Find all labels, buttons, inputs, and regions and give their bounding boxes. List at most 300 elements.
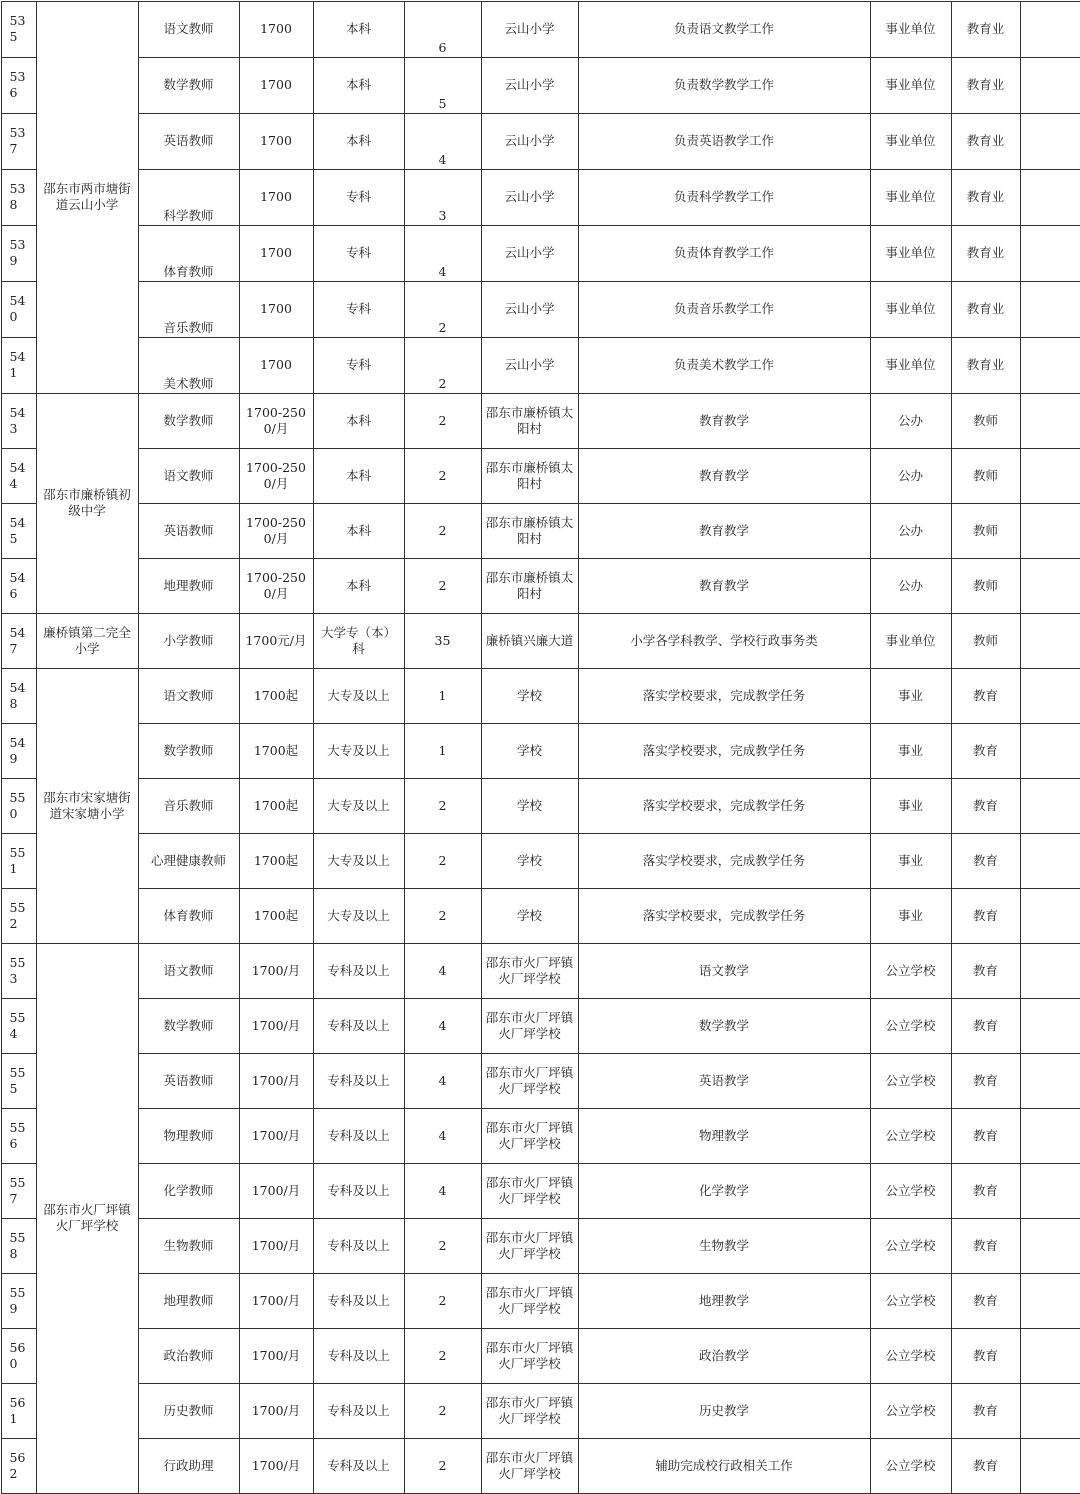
table-row: [1, 1108, 1080, 1163]
unit-nature: 事业单位: [870, 225, 951, 281]
unit-nature: 事业: [870, 723, 951, 778]
education-requirement: 专科及以上: [313, 1383, 404, 1438]
education-requirement: 大专及以上: [313, 888, 404, 943]
work-address: 邵东市火厂坪镇火厂坪学校: [481, 1163, 578, 1218]
industry: 教育: [951, 778, 1020, 833]
job-description: 落实学校要求，完成教学任务: [578, 723, 870, 778]
position-name: 英语教师: [138, 113, 239, 169]
remarks-cell: [1020, 1383, 1080, 1438]
table-row: [1, 558, 1080, 613]
row-number: 557: [1, 1163, 36, 1218]
position-name: 心理健康教师: [138, 833, 239, 888]
industry: 教育: [951, 723, 1020, 778]
table-row: [1, 1438, 1080, 1493]
remarks-cell: [1020, 1273, 1080, 1328]
job-description: 负责科学教学工作: [578, 169, 870, 225]
hiring-count: 4: [404, 1053, 481, 1108]
row-number: 548: [1, 668, 36, 723]
row-number: 562: [1, 1438, 36, 1493]
table-row: [1, 613, 1080, 668]
unit-nature: 公办: [870, 503, 951, 558]
education-requirement: 本科: [313, 448, 404, 503]
industry: 教育: [951, 1328, 1020, 1383]
row-number: 540: [1, 281, 36, 337]
salary: 1700起: [239, 833, 313, 888]
education-requirement: 专科及以上: [313, 1218, 404, 1273]
job-description: 负责语文教学工作: [578, 1, 870, 57]
hiring-count: 2: [404, 1218, 481, 1273]
hiring-count: 2: [404, 833, 481, 888]
remarks-cell: [1020, 393, 1080, 448]
position-name: 地理教师: [138, 558, 239, 613]
table-row: [1, 998, 1080, 1053]
remarks-cell: [1020, 337, 1080, 393]
job-description: 落实学校要求，完成教学任务: [578, 888, 870, 943]
work-address: 学校: [481, 888, 578, 943]
hiring-count: 2: [404, 558, 481, 613]
work-address: 云山小学: [481, 225, 578, 281]
position-name: 生物教师: [138, 1218, 239, 1273]
education-requirement: 本科: [313, 393, 404, 448]
industry: 教育业: [951, 57, 1020, 113]
industry: 教育: [951, 1273, 1020, 1328]
unit-nature: 公立学校: [870, 1163, 951, 1218]
job-description: 数学教学: [578, 998, 870, 1053]
education-requirement: 大学专（本）科: [313, 613, 404, 668]
row-number: 559: [1, 1273, 36, 1328]
unit-nature: 事业单位: [870, 113, 951, 169]
industry: 教育业: [951, 225, 1020, 281]
education-requirement: 专科: [313, 225, 404, 281]
position-name: 英语教师: [138, 503, 239, 558]
table-row: [1, 393, 1080, 448]
table-row: [1, 57, 1080, 113]
row-number: 561: [1, 1383, 36, 1438]
remarks-cell: [1020, 503, 1080, 558]
hiring-count: 4: [404, 998, 481, 1053]
education-requirement: 专科及以上: [313, 1163, 404, 1218]
salary: 1700: [239, 169, 313, 225]
work-address: 廉桥镇兴廉大道: [481, 613, 578, 668]
work-address: 学校: [481, 833, 578, 888]
hiring-count: 2: [404, 1273, 481, 1328]
job-description: 生物教学: [578, 1218, 870, 1273]
hiring-count: 35: [404, 613, 481, 668]
job-description: 教育教学: [578, 503, 870, 558]
row-number: 538: [1, 169, 36, 225]
salary: 1700-2500/月: [239, 393, 313, 448]
salary: 1700/月: [239, 1383, 313, 1438]
hiring-count: 2: [404, 448, 481, 503]
remarks-cell: [1020, 888, 1080, 943]
education-requirement: 专科及以上: [313, 998, 404, 1053]
industry: 教师: [951, 448, 1020, 503]
salary: 1700/月: [239, 1328, 313, 1383]
industry: 教育业: [951, 1, 1020, 57]
unit-nature: 事业单位: [870, 169, 951, 225]
table-row: [1, 225, 1080, 281]
position-name: 科学教师: [138, 169, 239, 225]
table-row: [1, 833, 1080, 888]
remarks-cell: [1020, 1, 1080, 57]
work-address: 邵东市火厂坪镇火厂坪学校: [481, 1438, 578, 1493]
remarks-cell: [1020, 998, 1080, 1053]
job-description: 政治教学: [578, 1328, 870, 1383]
position-name: 历史教师: [138, 1383, 239, 1438]
row-number: 552: [1, 888, 36, 943]
position-name: 美术教师: [138, 337, 239, 393]
job-description: 负责数学教学工作: [578, 57, 870, 113]
work-address: 云山小学: [481, 1, 578, 57]
job-description: 落实学校要求，完成教学任务: [578, 778, 870, 833]
position-name: 数学教师: [138, 998, 239, 1053]
industry: 教师: [951, 558, 1020, 613]
position-name: 语文教师: [138, 668, 239, 723]
salary: 1700: [239, 337, 313, 393]
education-requirement: 大专及以上: [313, 723, 404, 778]
education-requirement: 本科: [313, 503, 404, 558]
salary: 1700-2500/月: [239, 448, 313, 503]
salary: 1700-2500/月: [239, 558, 313, 613]
job-description: 化学教学: [578, 1163, 870, 1218]
job-description: 负责音乐教学工作: [578, 281, 870, 337]
row-number: 547: [1, 613, 36, 668]
table-row: [1, 1163, 1080, 1218]
row-number: 555: [1, 1053, 36, 1108]
education-requirement: 本科: [313, 1, 404, 57]
remarks-cell: [1020, 57, 1080, 113]
job-description: 英语教学: [578, 1053, 870, 1108]
row-number: 551: [1, 833, 36, 888]
row-number: 553: [1, 943, 36, 998]
row-number: 545: [1, 503, 36, 558]
row-number: 536: [1, 57, 36, 113]
education-requirement: 本科: [313, 558, 404, 613]
remarks-cell: [1020, 113, 1080, 169]
industry: 教育: [951, 1383, 1020, 1438]
education-requirement: 专科: [313, 281, 404, 337]
work-address: 云山小学: [481, 57, 578, 113]
salary: 1700/月: [239, 1218, 313, 1273]
table-row: [1, 668, 1080, 723]
work-address: 邵东市火厂坪镇火厂坪学校: [481, 1108, 578, 1163]
unit-nature: 公办: [870, 558, 951, 613]
table-row: [1, 943, 1080, 998]
education-requirement: 专科及以上: [313, 943, 404, 998]
remarks-cell: [1020, 833, 1080, 888]
unit-nature: 公立学校: [870, 1218, 951, 1273]
position-name: 数学教师: [138, 723, 239, 778]
remarks-cell: [1020, 1108, 1080, 1163]
employer-name: 邵东市宋家塘街道宋家塘小学: [36, 668, 138, 943]
row-number: 558: [1, 1218, 36, 1273]
unit-nature: 公立学校: [870, 1328, 951, 1383]
unit-nature: 事业单位: [870, 613, 951, 668]
job-description: 落实学校要求，完成教学任务: [578, 833, 870, 888]
work-address: 云山小学: [481, 113, 578, 169]
position-name: 物理教师: [138, 1108, 239, 1163]
industry: 教育业: [951, 113, 1020, 169]
education-requirement: 专科及以上: [313, 1438, 404, 1493]
education-requirement: 专科及以上: [313, 1108, 404, 1163]
salary: 1700/月: [239, 1273, 313, 1328]
unit-nature: 公立学校: [870, 1383, 951, 1438]
hiring-count: 6: [404, 1, 481, 57]
position-name: 行政助理: [138, 1438, 239, 1493]
job-description: 语文教学: [578, 943, 870, 998]
row-number: 541: [1, 337, 36, 393]
employer-name: 邵东市两市塘街道云山小学: [36, 1, 138, 393]
table-row: [1, 1053, 1080, 1108]
row-number: 535: [1, 1, 36, 57]
unit-nature: 公办: [870, 448, 951, 503]
industry: 教育: [951, 888, 1020, 943]
education-requirement: 大专及以上: [313, 778, 404, 833]
row-number: 549: [1, 723, 36, 778]
unit-nature: 公立学校: [870, 1053, 951, 1108]
salary: 1700-2500/月: [239, 503, 313, 558]
work-address: 邵东市火厂坪镇火厂坪学校: [481, 1383, 578, 1438]
position-name: 音乐教师: [138, 778, 239, 833]
work-address: 学校: [481, 723, 578, 778]
remarks-cell: [1020, 1163, 1080, 1218]
salary: 1700: [239, 57, 313, 113]
row-number: 537: [1, 113, 36, 169]
salary: 1700/月: [239, 1108, 313, 1163]
work-address: 云山小学: [481, 169, 578, 225]
remarks-cell: [1020, 943, 1080, 998]
job-description: 辅助完成校行政相关工作: [578, 1438, 870, 1493]
industry: 教育: [951, 1163, 1020, 1218]
employer-name: 邵东市火厂坪镇火厂坪学校: [36, 943, 138, 1493]
education-requirement: 大专及以上: [313, 668, 404, 723]
position-name: 语文教师: [138, 943, 239, 998]
work-address: 邵东市火厂坪镇火厂坪学校: [481, 1218, 578, 1273]
salary: 1700/月: [239, 1438, 313, 1493]
industry: 教育: [951, 1053, 1020, 1108]
hiring-count: 1: [404, 668, 481, 723]
remarks-cell: [1020, 668, 1080, 723]
table-row: [1, 723, 1080, 778]
hiring-count: 2: [404, 503, 481, 558]
hiring-count: 4: [404, 943, 481, 998]
row-number: 556: [1, 1108, 36, 1163]
hiring-count: 2: [404, 281, 481, 337]
position-name: 体育教师: [138, 888, 239, 943]
unit-nature: 公立学校: [870, 1108, 951, 1163]
position-name: 地理教师: [138, 1273, 239, 1328]
unit-nature: 事业: [870, 778, 951, 833]
job-description: 负责英语教学工作: [578, 113, 870, 169]
row-number: 550: [1, 778, 36, 833]
industry: 教育: [951, 1218, 1020, 1273]
work-address: 邵东市廉桥镇太阳村: [481, 448, 578, 503]
salary: 1700/月: [239, 1163, 313, 1218]
unit-nature: 事业单位: [870, 281, 951, 337]
industry: 教师: [951, 503, 1020, 558]
row-number: 539: [1, 225, 36, 281]
table-body: [1, 1, 1080, 1493]
work-address: 邵东市火厂坪镇火厂坪学校: [481, 943, 578, 998]
remarks-cell: [1020, 778, 1080, 833]
work-address: 云山小学: [481, 337, 578, 393]
unit-nature: 事业: [870, 668, 951, 723]
education-requirement: 大专及以上: [313, 833, 404, 888]
job-description: 物理教学: [578, 1108, 870, 1163]
education-requirement: 专科及以上: [313, 1053, 404, 1108]
position-name: 化学教师: [138, 1163, 239, 1218]
row-number: 546: [1, 558, 36, 613]
work-address: 邵东市火厂坪镇火厂坪学校: [481, 998, 578, 1053]
unit-nature: 事业单位: [870, 337, 951, 393]
industry: 教育: [951, 1438, 1020, 1493]
salary: 1700/月: [239, 943, 313, 998]
salary: 1700: [239, 1, 313, 57]
position-name: 语文教师: [138, 448, 239, 503]
remarks-cell: [1020, 225, 1080, 281]
recruitment-table: [1, 1, 1080, 1494]
work-address: 邵东市火厂坪镇火厂坪学校: [481, 1328, 578, 1383]
position-name: 语文教师: [138, 1, 239, 57]
table-row: [1, 1273, 1080, 1328]
position-name: 小学教师: [138, 613, 239, 668]
table-row: [1, 113, 1080, 169]
work-address: 邵东市廉桥镇太阳村: [481, 503, 578, 558]
unit-nature: 事业单位: [870, 57, 951, 113]
work-address: 邵东市廉桥镇太阳村: [481, 558, 578, 613]
remarks-cell: [1020, 1438, 1080, 1493]
hiring-count: 5: [404, 57, 481, 113]
table-row: [1, 503, 1080, 558]
salary: 1700: [239, 225, 313, 281]
remarks-cell: [1020, 558, 1080, 613]
industry: 教育: [951, 833, 1020, 888]
row-number: 544: [1, 448, 36, 503]
work-address: 学校: [481, 778, 578, 833]
hiring-count: 2: [404, 778, 481, 833]
salary: 1700: [239, 113, 313, 169]
unit-nature: 事业: [870, 888, 951, 943]
education-requirement: 本科: [313, 57, 404, 113]
remarks-cell: [1020, 281, 1080, 337]
table-row: [1, 1218, 1080, 1273]
work-address: 邵东市火厂坪镇火厂坪学校: [481, 1053, 578, 1108]
remarks-cell: [1020, 1328, 1080, 1383]
job-description: 小学各学科教学、学校行政事务类: [578, 613, 870, 668]
unit-nature: 公立学校: [870, 1273, 951, 1328]
employer-name: 廉桥镇第二完全小学: [36, 613, 138, 668]
hiring-count: 4: [404, 1163, 481, 1218]
education-requirement: 专科: [313, 169, 404, 225]
table-row: [1, 337, 1080, 393]
unit-nature: 公立学校: [870, 943, 951, 998]
salary: 1700元/月: [239, 613, 313, 668]
position-name: 数学教师: [138, 393, 239, 448]
salary: 1700起: [239, 888, 313, 943]
job-description: 教育教学: [578, 448, 870, 503]
unit-nature: 公立学校: [870, 1438, 951, 1493]
position-name: 音乐教师: [138, 281, 239, 337]
hiring-count: 2: [404, 337, 481, 393]
job-description: 教育教学: [578, 393, 870, 448]
education-requirement: 本科: [313, 113, 404, 169]
employer-name: 邵东市廉桥镇初级中学: [36, 393, 138, 613]
job-description: 负责体育教学工作: [578, 225, 870, 281]
unit-nature: 公立学校: [870, 998, 951, 1053]
salary: 1700: [239, 281, 313, 337]
industry: 教育: [951, 668, 1020, 723]
position-name: 体育教师: [138, 225, 239, 281]
education-requirement: 专科及以上: [313, 1273, 404, 1328]
remarks-cell: [1020, 1053, 1080, 1108]
row-number: 543: [1, 393, 36, 448]
remarks-cell: [1020, 613, 1080, 668]
industry: 教育: [951, 943, 1020, 998]
table-row: [1, 169, 1080, 225]
salary: 1700/月: [239, 1053, 313, 1108]
education-requirement: 专科及以上: [313, 1328, 404, 1383]
position-name: 英语教师: [138, 1053, 239, 1108]
table-row: [1, 448, 1080, 503]
table-row: [1, 1383, 1080, 1438]
remarks-cell: [1020, 169, 1080, 225]
job-description: 地理教学: [578, 1273, 870, 1328]
industry: 教师: [951, 393, 1020, 448]
hiring-count: 2: [404, 888, 481, 943]
job-description: 负责美术教学工作: [578, 337, 870, 393]
remarks-cell: [1020, 448, 1080, 503]
job-description: 落实学校要求，完成教学任务: [578, 668, 870, 723]
remarks-cell: [1020, 723, 1080, 778]
education-requirement: 专科: [313, 337, 404, 393]
industry: 教育: [951, 1108, 1020, 1163]
hiring-count: 3: [404, 169, 481, 225]
work-address: 邵东市火厂坪镇火厂坪学校: [481, 1273, 578, 1328]
table-row: [1, 778, 1080, 833]
table-row: [1, 1328, 1080, 1383]
job-description: 历史教学: [578, 1383, 870, 1438]
hiring-count: 2: [404, 1383, 481, 1438]
hiring-count: 4: [404, 113, 481, 169]
hiring-count: 1: [404, 723, 481, 778]
salary: 1700/月: [239, 998, 313, 1053]
hiring-count: 4: [404, 225, 481, 281]
industry: 教育业: [951, 169, 1020, 225]
row-number: 554: [1, 998, 36, 1053]
hiring-count: 4: [404, 1108, 481, 1163]
table-row: [1, 1, 1080, 57]
job-description: 教育教学: [578, 558, 870, 613]
work-address: 学校: [481, 668, 578, 723]
industry: 教师: [951, 613, 1020, 668]
industry: 教育业: [951, 337, 1020, 393]
hiring-count: 2: [404, 1438, 481, 1493]
hiring-count: 2: [404, 1328, 481, 1383]
row-number: 560: [1, 1328, 36, 1383]
work-address: 邵东市廉桥镇太阳村: [481, 393, 578, 448]
position-name: 政治教师: [138, 1328, 239, 1383]
unit-nature: 事业: [870, 833, 951, 888]
industry: 教育业: [951, 281, 1020, 337]
table-row: [1, 888, 1080, 943]
salary: 1700起: [239, 723, 313, 778]
salary: 1700起: [239, 668, 313, 723]
work-address: 云山小学: [481, 281, 578, 337]
unit-nature: 事业单位: [870, 1, 951, 57]
position-name: 数学教师: [138, 57, 239, 113]
unit-nature: 公办: [870, 393, 951, 448]
table-row: [1, 281, 1080, 337]
